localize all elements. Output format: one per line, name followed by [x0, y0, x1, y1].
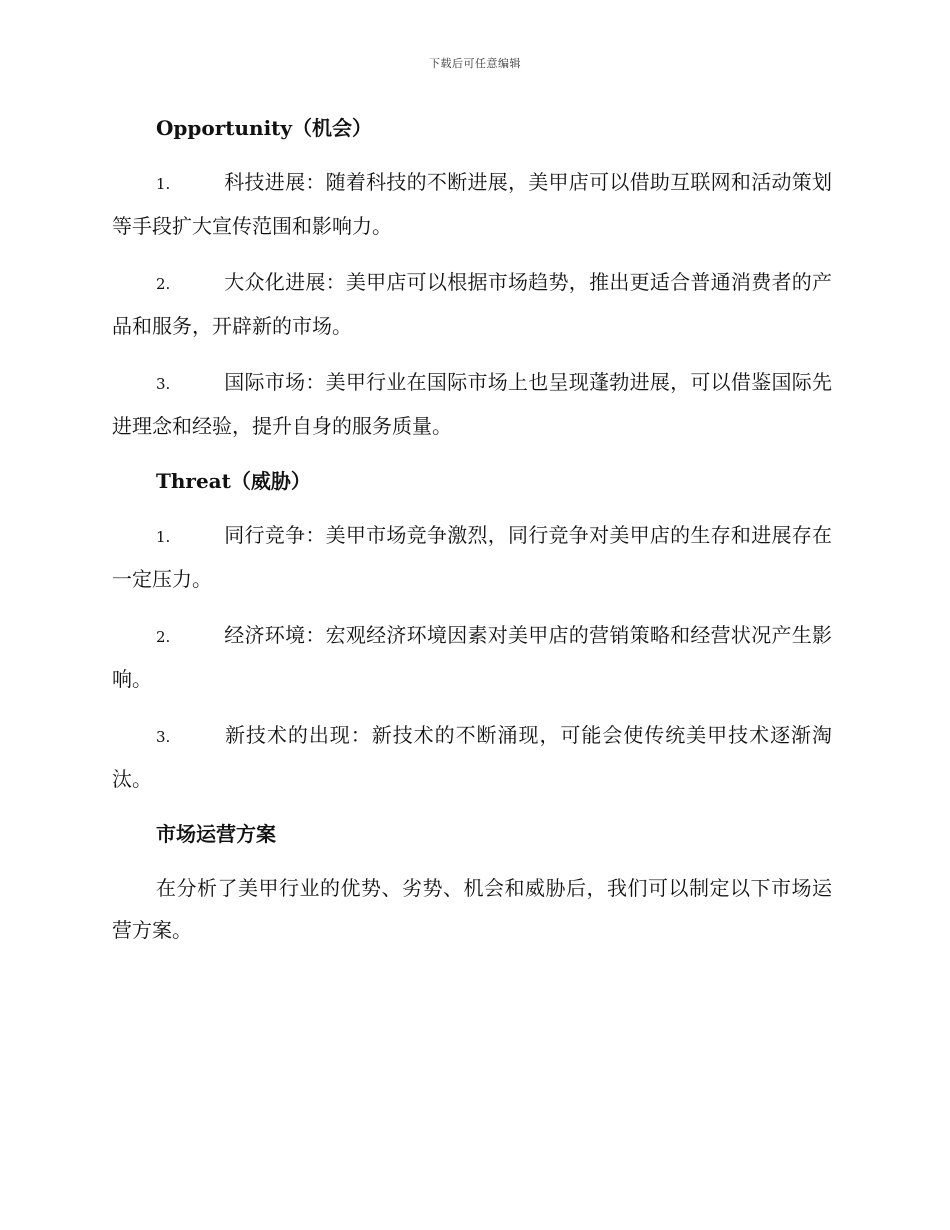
threat-heading: Threat（威胁）	[156, 469, 311, 493]
opportunity-item-1	[112, 161, 832, 247]
marketing-heading: 市场运营方案	[156, 822, 276, 846]
item-text: 科技进展：随着科技的不断进展，美甲店可以借助互联网和活动策划等手段扩大宣传范围和影响力。	[112, 170, 832, 238]
threat-item-1	[112, 514, 832, 600]
opportunity-item-2	[112, 261, 832, 347]
opportunity-heading: Opportunity（机会）	[156, 116, 373, 140]
item-text: 新技术的出现：新技术的不断涌现，可能会使传统美甲技术逐渐淘汰。	[112, 723, 832, 791]
item-text: 经济环境：宏观经济环境因素对美甲店的营销策略和经营状况产生影响。	[112, 623, 832, 691]
threat-item-2	[112, 614, 832, 700]
item-number: 1.	[156, 528, 171, 546]
opportunity-item-3	[112, 361, 832, 447]
item-number: 2.	[156, 628, 171, 646]
header-note: 下载后可任意编辑	[429, 57, 521, 70]
item-number: 2.	[156, 275, 171, 293]
marketing-paragraph: 在分析了美甲行业的优势、劣势、机会和威胁后，我们可以制定以下市场运营方案。	[112, 876, 832, 942]
item-number: 3.	[156, 375, 171, 393]
item-text: 大众化进展：美甲店可以根据市场趋势，推出更适合普通消费者的产品和服务，开辟新的市场。	[112, 270, 832, 338]
threat-item-3	[112, 714, 832, 800]
document-body	[112, 108, 832, 951]
item-number: 1.	[156, 175, 171, 193]
item-number: 3.	[156, 728, 171, 746]
item-text: 同行竞争：美甲市场竞争激烈，同行竞争对美甲店的生存和进展存在一定压力。	[112, 523, 832, 591]
item-text: 国际市场：美甲行业在国际市场上也呈现蓬勃进展，可以借鉴国际先进理念和经验，提升自身的服务质量。	[112, 370, 832, 438]
